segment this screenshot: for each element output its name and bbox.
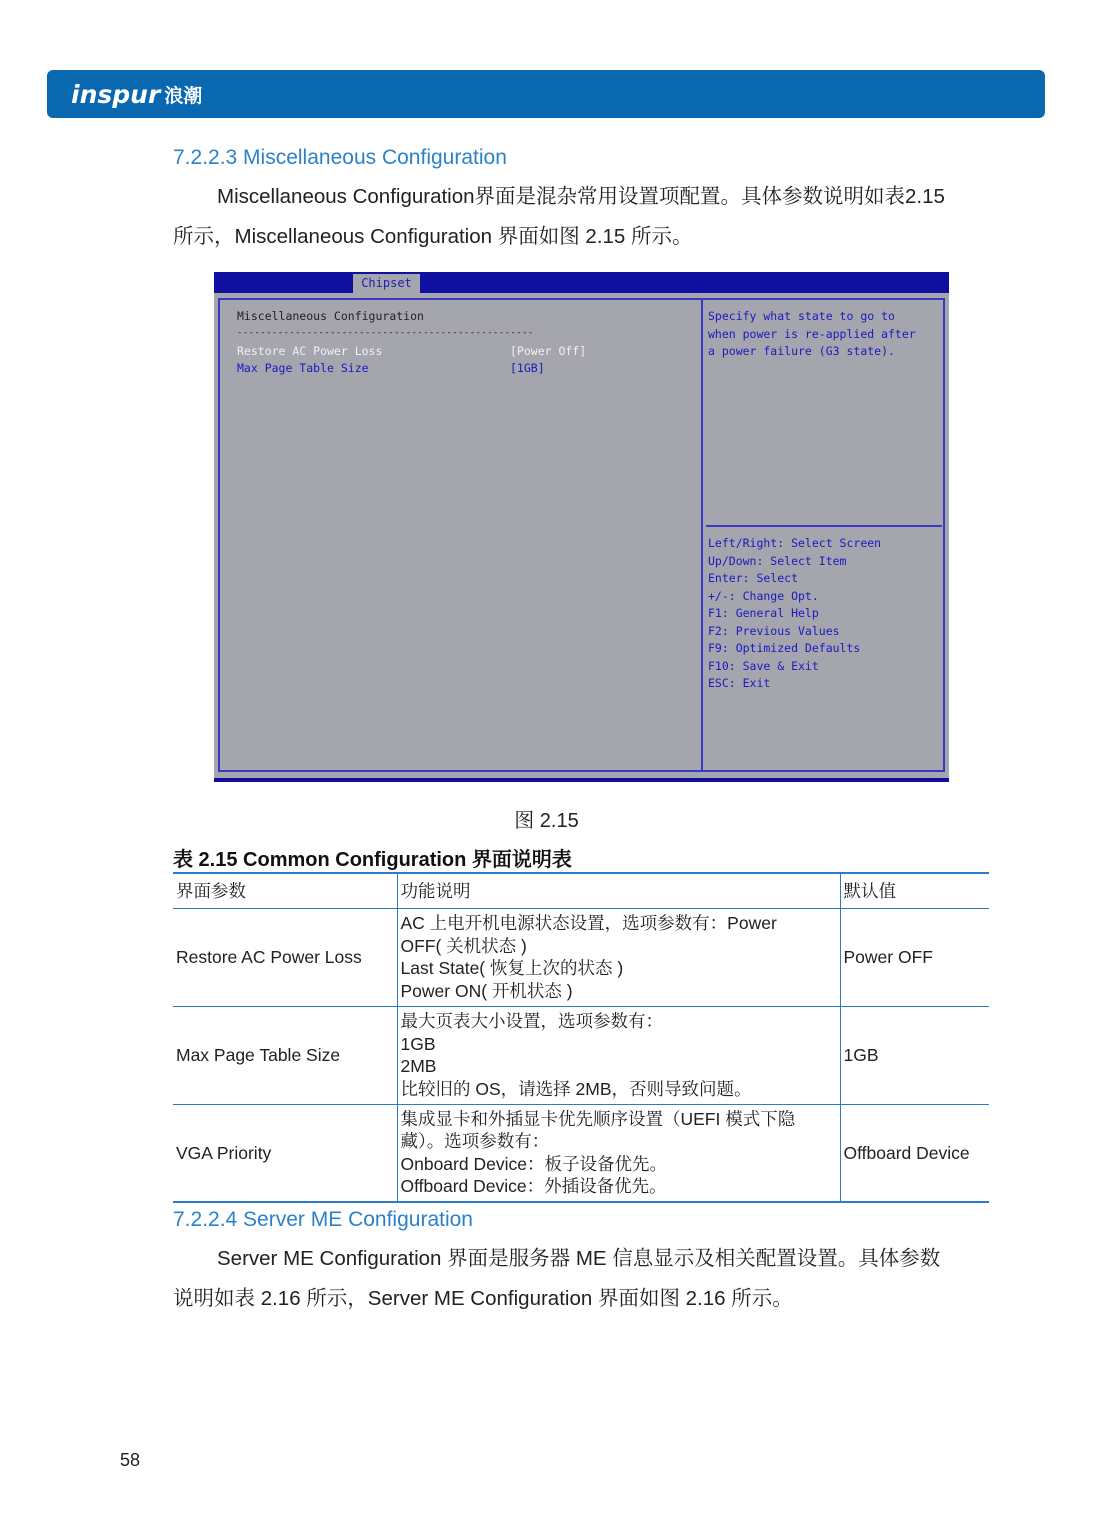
section-heading-server-me: 7.2.2.4 Server ME Configuration bbox=[173, 1208, 473, 1231]
section-paragraph-server-me bbox=[173, 1239, 993, 1319]
bios-separator: --------------------------------------------------- bbox=[237, 328, 534, 338]
default-cell: 1GB bbox=[840, 1006, 989, 1104]
bios-key-hint: Up/Down: Select Item bbox=[708, 553, 847, 568]
column-header: 功能说明 bbox=[397, 873, 840, 908]
section-paragraph-misc bbox=[173, 177, 993, 257]
header-bar bbox=[47, 70, 1045, 118]
table-row bbox=[173, 908, 989, 1006]
bios-help-divider bbox=[706, 525, 942, 527]
bios-key-hint: F10: Save & Exit bbox=[708, 658, 819, 673]
column-header: 界面参数 bbox=[173, 873, 397, 908]
desc-cell bbox=[397, 1104, 840, 1202]
para-line-1: Miscellaneous Configuration界面是混杂常用设置项配置。具体参数说明如表2.15 bbox=[217, 185, 945, 208]
bios-help-line: a power failure (G3 state). bbox=[708, 344, 895, 358]
logo-chinese-text: 浪潮 bbox=[164, 84, 203, 107]
desc-line: AC 上电开机电源状态设置，选项参数有：Power bbox=[400, 913, 777, 933]
param-cell: Restore AC Power Loss bbox=[173, 908, 397, 1006]
para-line-2: 所示，Miscellaneous Configuration 界面如图 2.15 所示。 bbox=[173, 225, 693, 248]
tab-chipset[interactable]: Chipset bbox=[353, 274, 420, 293]
bios-item-restore-ac-value[interactable]: [Power Off] bbox=[510, 344, 587, 358]
bios-key-hint: F2: Previous Values bbox=[708, 623, 840, 638]
bios-bottom-bar bbox=[214, 778, 949, 782]
desc-cell bbox=[397, 908, 840, 1006]
inspur-logo bbox=[71, 80, 202, 108]
bios-help-line: Specify what state to go to bbox=[708, 309, 895, 323]
bios-key-hint: ESC: Exit bbox=[708, 676, 771, 690]
desc-cell bbox=[397, 1006, 840, 1104]
parameter-table bbox=[173, 872, 989, 1203]
figure-caption: 图 2.15 bbox=[514, 810, 579, 832]
desc-line: 比较旧的 OS，请选择 2MB，否则导致问题。 bbox=[400, 1078, 752, 1099]
desc-line: 集成显卡和外插显卡优先顺序设置（UEFI 模式下隐 bbox=[400, 1108, 796, 1129]
bios-item-restore-ac-label[interactable]: Restore AC Power Loss bbox=[237, 344, 383, 358]
bios-screenshot bbox=[214, 272, 949, 782]
page-number: 58 bbox=[120, 1450, 141, 1470]
bios-item-max-page-label[interactable]: Max Page Table Size bbox=[237, 361, 369, 375]
default-cell: Offboard Device bbox=[840, 1104, 989, 1202]
desc-line: 2MB bbox=[400, 1056, 437, 1076]
para-line-1: Server ME Configuration 界面是服务器 ME 信息显示及相关配置设置。具体参数 bbox=[217, 1247, 941, 1270]
bios-key-hint: Left/Right: Select Screen bbox=[708, 536, 882, 550]
bios-help-line: when power is re-applied after bbox=[708, 326, 916, 341]
bios-item-max-page-value[interactable]: [1GB] bbox=[510, 361, 545, 375]
desc-line: Power ON( 开机状态 ) bbox=[400, 980, 573, 1001]
section-heading-misc: 7.2.2.3 Miscellaneous Configuration bbox=[173, 146, 507, 169]
desc-line: 最大页表大小设置，选项参数有： bbox=[400, 1011, 663, 1031]
bios-page-title: Miscellaneous Configuration bbox=[237, 309, 424, 323]
bios-key-hint: F1: General Help bbox=[708, 606, 819, 620]
table-row bbox=[173, 1006, 989, 1104]
desc-line: Offboard Device：外插设备优先。 bbox=[400, 1176, 667, 1197]
param-cell: VGA Priority bbox=[173, 1104, 397, 1202]
bios-panel-divider bbox=[701, 298, 703, 772]
bios-top-bar bbox=[214, 272, 949, 293]
desc-line: 藏）。选项参数有： bbox=[400, 1131, 550, 1152]
column-header: 默认值 bbox=[840, 873, 989, 908]
bios-key-hint: +/-: Change Opt. bbox=[708, 588, 819, 603]
table-row bbox=[173, 1104, 989, 1202]
bios-key-hint: F9: Optimized Defaults bbox=[708, 641, 861, 655]
para-line-2: 说明如表 2.16 所示，Server ME Configuration 界面如图 2.16 所示。 bbox=[173, 1287, 793, 1310]
param-cell: Max Page Table Size bbox=[173, 1006, 397, 1104]
desc-line: Last State( 恢复上次的状态 ) bbox=[400, 958, 624, 978]
desc-line: 1GB bbox=[400, 1033, 436, 1054]
table-title: 表 2.15 Common Configuration 界面说明表 bbox=[173, 849, 572, 871]
logo-latin-text: inspur bbox=[71, 79, 161, 109]
desc-line: OFF( 关机状态 ) bbox=[400, 935, 527, 956]
bios-key-hint: Enter: Select bbox=[708, 571, 799, 585]
table-header-row bbox=[173, 873, 989, 908]
default-cell: Power OFF bbox=[840, 908, 989, 1006]
desc-line: Onboard Device：板子设备优先。 bbox=[400, 1153, 667, 1174]
